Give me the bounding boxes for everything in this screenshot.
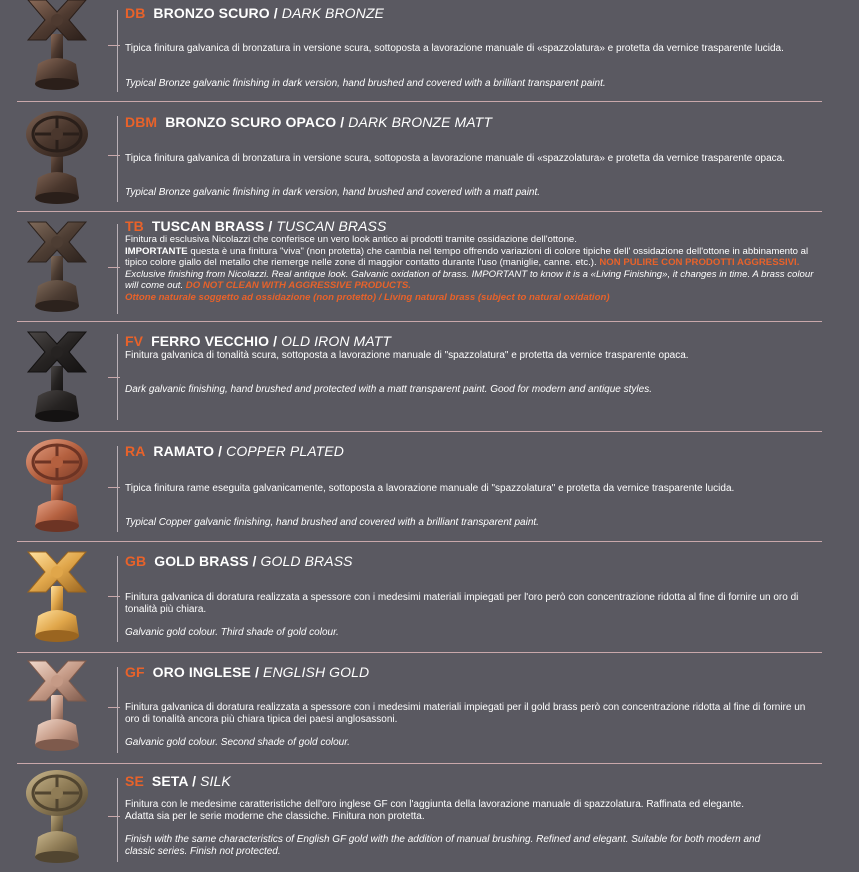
title-separator: /: [218, 443, 223, 459]
finish-description-en: Galvanic gold colour. Second shade of gold colour.: [125, 737, 350, 748]
finish-row-ra: [0, 432, 859, 542]
wheel-handle-icon: [22, 767, 92, 867]
finish-code: FV: [125, 333, 144, 349]
finish-description-en: Galvanic gold colour. Third shade of gold colour.: [125, 627, 339, 638]
finish-title: [125, 5, 384, 21]
description-important: [125, 246, 817, 269]
warning-text-en: DO NOT CLEAN WITH AGGRESSIVE PRODUCTS.: [185, 280, 411, 291]
finish-row-se: [0, 764, 859, 870]
finish-code: TB: [125, 218, 144, 234]
important-text: questa è una finitura "viva" (non protetta) che cambia nel tempo offrendo variazioni di colore tipiche dell' ossidazione dell'ottone in abbinamento al tipico colore giallo del metallo che riemerge nelle zone di maggior contatto durante l'uso (maniglie, canne. etc.).: [125, 245, 809, 268]
finish-name-it: TUSCAN BRASS: [151, 218, 265, 234]
cross-handle-icon: [22, 216, 92, 316]
title-separator: /: [252, 553, 257, 569]
finish-description-it: Finitura galvanica di tonalità scura, sottoposta a lavorazione manuale di "spazzolatura" e protetta da vernice trasparente opaca.: [125, 350, 689, 361]
finish-code: SE: [125, 773, 144, 789]
finish-name-it: BRONZO SCURO: [153, 5, 270, 21]
finish-name-it: RAMATO: [153, 443, 215, 459]
finish-name-it: GOLD BRASS: [154, 553, 249, 569]
finish-code: DBM: [125, 114, 158, 130]
finish-row-fv: [0, 322, 859, 432]
oxidation-note: Ottone naturale soggetto ad ossidazione (non protetto) / Living natural brass (subject to natural oxidation): [125, 291, 610, 303]
finish-name-en: DARK BRONZE: [281, 5, 384, 21]
finish-name-en: SILK: [200, 773, 231, 789]
finish-name-en: GOLD BRASS: [260, 553, 353, 569]
finish-row-gf: [0, 653, 859, 763]
finish-row-db: [0, 0, 859, 102]
finish-code: RA: [125, 443, 146, 459]
finish-name-en: OLD IRON MATT: [281, 333, 392, 349]
finish-row-gb: [0, 542, 859, 652]
finish-description-it: Finitura con le medesime caratteristiche dell'oro inglese GF con l'aggiunta della lavorazione manuale di spazzolatura. Raffinata ed elegante. Adatta sia per le serie moderne che classiche. Finitura non protetta.: [125, 799, 744, 822]
finish-name-it: ORO INGLESE: [152, 664, 251, 680]
finish-title: [125, 218, 386, 234]
finish-description-it: Finitura galvanica di doratura realizzata a spessore con i medesimi materiali impiegati per l'oro però con concentrazione ridotta al fine di fornire un oro di tonalità più chiara.: [125, 592, 799, 615]
finish-description-en: Finish with the same characteristics of English GF gold with the addition of manual brushing. Refined and elegant. Suitable for both modern and classic series. Finish not protected.: [125, 834, 761, 857]
finish-description-it: Finitura galvanica di doratura realizzata a spessore con i medesimi materiali impiegati per il gold brass però con concentrazione ridotta al fine di fornire un oro di tonalità ancora più chiara tipica dei paesi anglosassoni.: [125, 702, 806, 725]
finish-row-tb: [0, 212, 859, 322]
finish-name-it: FERRO VECCHIO: [151, 333, 270, 349]
cross-handle-icon: [22, 326, 92, 426]
finish-description-it: Tipica finitura rame eseguita galvanicamente, sottoposta a lavorazione manuale di "spazzolatura" e protetta da vernice trasparente lucida.: [125, 483, 735, 494]
finish-name-en: COPPER PLATED: [226, 443, 344, 459]
finish-row-dbm: [0, 102, 859, 212]
wheel-handle-icon: [22, 436, 92, 536]
finish-name-it: SETA: [151, 773, 189, 789]
warning-text: NON PULIRE CON PRODOTTI AGGRESSIVI.: [599, 257, 800, 268]
finish-description-en: Typical Copper galvanic finishing, hand brushed and covered with a brilliant transparent paint.: [125, 517, 539, 528]
finish-code: DB: [125, 5, 146, 21]
cross-handle-icon: [22, 546, 92, 646]
finish-title: [125, 773, 231, 789]
cross-handle-icon: [22, 655, 92, 755]
title-separator: /: [268, 218, 273, 234]
finish-name-en: TUSCAN BRASS: [276, 218, 387, 234]
finish-code: GF: [125, 664, 145, 680]
title-separator: /: [273, 333, 278, 349]
finish-title: [125, 553, 353, 569]
finish-description-en: Typical Bronze galvanic finishing in dark version, hand brushed and covered with a brilliant transparent paint.: [125, 78, 606, 89]
finish-description-en: Dark galvanic finishing, hand brushed and protected with a matt transparent paint. Good for modern and antique styles.: [125, 384, 652, 395]
description-line: Finitura di esclusiva Nicolazzi che conferisce un vero look antico ai prodotti tramite ossidazione dell'ottone.: [125, 234, 577, 245]
finish-description-en: [125, 269, 817, 292]
title-separator: /: [255, 664, 259, 680]
finish-title: [125, 333, 391, 349]
finish-code: GB: [125, 553, 147, 569]
finish-title: [125, 664, 369, 680]
title-separator: /: [273, 5, 278, 21]
title-separator: /: [192, 773, 197, 789]
finish-name-en: ENGLISH GOLD: [263, 664, 370, 680]
finish-title: [125, 114, 492, 130]
finish-name-en: DARK BRONZE MATT: [348, 114, 492, 130]
finish-title: [125, 443, 344, 459]
finish-description-en: Typical Bronze galvanic finishing in dark version, hand brushed and covered with a matt paint.: [125, 187, 541, 198]
finish-description-it: [125, 234, 817, 303]
finish-description-it: Tipica finitura galvanica di bronzatura in versione scura, sottoposta a lavorazione manuale di «spazzolatura» e protetta da vernice trasparente lucida.: [125, 43, 784, 54]
important-label: IMPORTANTE: [125, 245, 188, 257]
cross-handle-icon: [22, 0, 92, 94]
finish-description-it: Tipica finitura galvanica di bronzatura in versione scura, sottoposta a lavorazione manuale di «spazzolatura» e protetta da vernice trasparente opaca.: [125, 153, 786, 164]
wheel-handle-icon: [22, 108, 92, 208]
title-separator: /: [340, 114, 345, 130]
finish-name-it: BRONZO SCURO OPACO: [165, 114, 337, 130]
description-en-text: Exclusive finishing from Nicolazzi. Real antique look. Galvanic oxidation of brass. IMPORTANT to know it is a «Living Finishing», it changes in time. A brass colour will come out.: [125, 268, 814, 291]
